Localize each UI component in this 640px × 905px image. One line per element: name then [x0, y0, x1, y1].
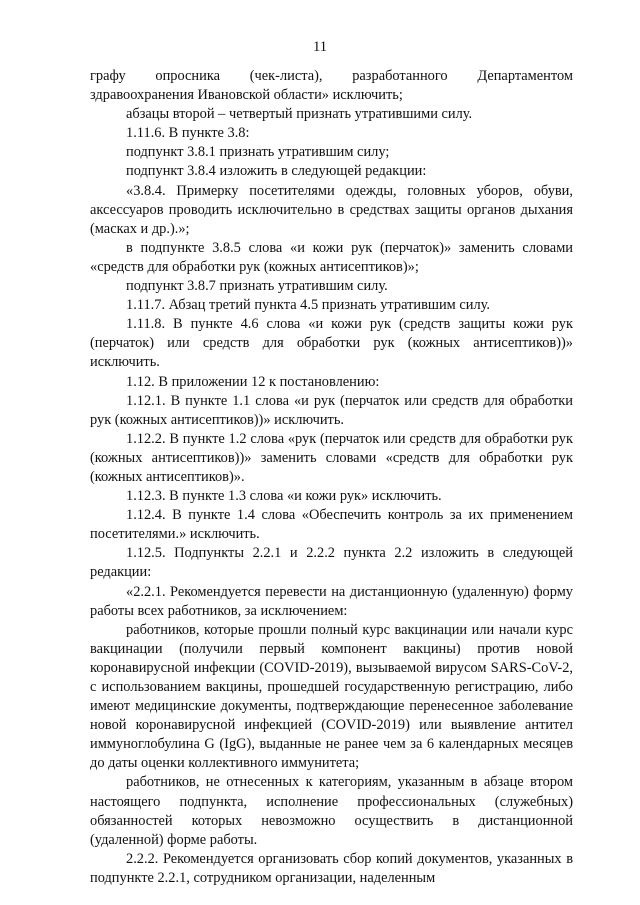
paragraph: 1.11.8. В пункте 4.6 слова «и кожи рук (средств защиты кожи рук (перчаток) или средств для обработки рук (кожных антисептиков))» исключить.	[90, 316, 573, 371]
paragraph: 1.11.7. Абзац третий пункта 4.5 признать утратившим силу.	[126, 297, 490, 314]
paragraph: 1.12.4. В пункте 1.4 слова «Обеспечить контроль за их применением посетителями.» исключить.	[90, 507, 573, 543]
paragraph: 1.12.3. В пункте 1.3 слова «и кожи рук» исключить.	[126, 488, 442, 505]
paragraph: подпункт 3.8.7 признать утратившим силу.	[126, 278, 388, 295]
paragraph: 1.11.6. В пункте 3.8:	[126, 125, 250, 142]
paragraph: работников, которые прошли полный курс вакцинации или начали курс вакцинации (получили первый компонент вакцины) против новой коронавирусной инфекции (COVID-2019), вызываемой вирусом SARS-CoV-2, с использованием вакцины, прошедшей государственную регистрацию, либо имеют медицинские документы, подтверждающие перенесенное заболевание новой коронавирусной инфекцией (COVID-2019) или выявление антител иммуноглобулина G (IgG), выданные не ранее чем за 6 календарных месяцев до даты оценки коллективного иммунитета;	[90, 621, 573, 772]
paragraph: в подпункте 3.8.5 слова «и кожи рук (перчаток)» заменить словами «средств для обработки рук (кожных антисептиков)»;	[90, 239, 573, 275]
paragraph: 1.12.1. В пункте 1.1 слова «и рук (перчаток или средств для обработки рук (кожных антисептиков))» исключить.	[90, 392, 573, 428]
paragraph: 2.2.2. Рекомендуется организовать сбор копий документов, указанных в подпункте 2.2.1, сотрудником организации, наделенным	[90, 850, 573, 886]
page-number: 11	[312, 39, 328, 55]
paragraph: абзацы второй – четвертый признать утратившими силу.	[126, 106, 473, 123]
paragraph: 1.12.5. Подпункты 2.2.1 и 2.2.2 пункта 2.2 изложить в следующей редакции:	[90, 545, 573, 581]
paragraph: подпункт 3.8.4 изложить в следующей редакции:	[126, 163, 427, 180]
paragraph: графу опросника (чек-листа), разработанного Департаментом здравоохранения Ивановской области» исключить;	[90, 68, 573, 104]
paragraph: 1.12.2. В пункте 1.2 слова «рук (перчаток или средств для обработки рук (кожных антисептиков))» заменить словами «средств для обработки рук (кожных антисептиков)».	[90, 430, 573, 485]
paragraph: 1.12. В приложении 12 к постановлению:	[126, 373, 380, 390]
paragraph: «3.8.4. Примерку посетителями одежды, головных уборов, обуви, аксессуаров проводить исключительно в средствах защиты органов дыхания (масках и др.).»;	[90, 182, 573, 237]
paragraph: «2.2.1. Рекомендуется перевести на дистанционную (удаленную) форму работы всех работников, за исключением:	[90, 583, 573, 619]
paragraph: подпункт 3.8.1 признать утратившим силу;	[126, 144, 390, 161]
paragraph: работников, не отнесенных к категориям, указанным в абзаце втором настоящего подпункта, исполнение профессиональных (служебных) обязанностей которых невозможно осуществить в дистанционной (удаленной) форме работы.	[90, 774, 573, 848]
document-body	[90, 67, 573, 888]
